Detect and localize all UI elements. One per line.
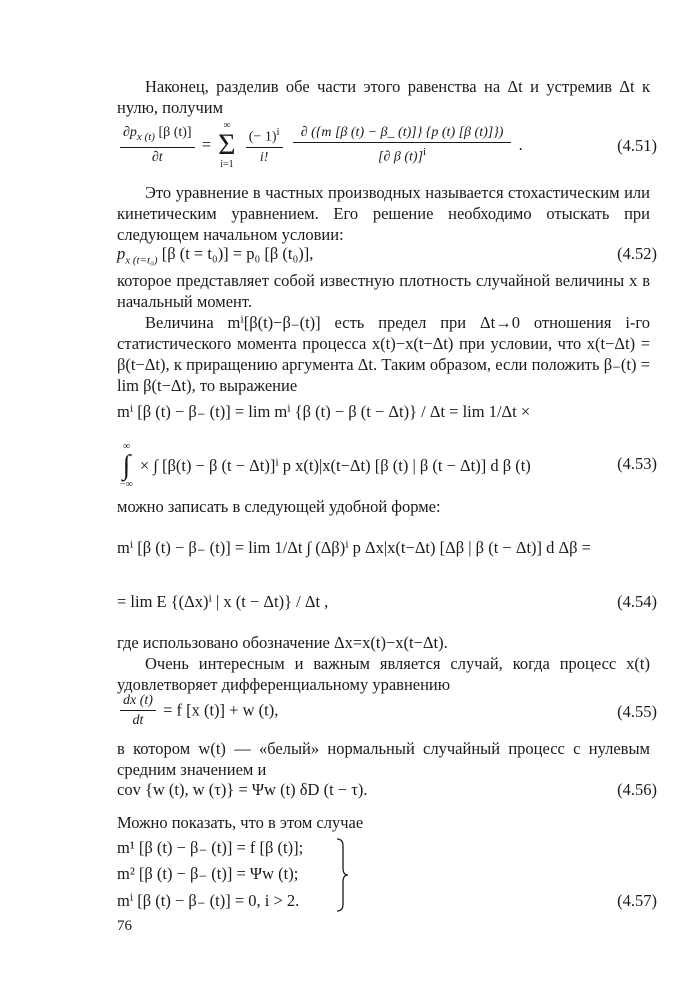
eq451-coef-sup: i xyxy=(276,126,280,139)
eq451-lhs-fraction xyxy=(120,124,195,166)
paragraph-notation: где использовано обозначение Δx=x(t)−x(t−Δt). xyxy=(117,633,448,652)
eq451-term-fraction: $\frac{\partial (\{m [\beta (t) - \beta\_ (t)]\} \{p (t) [\beta (t)]\})}{[\partial \beta (t)]^i}$ xyxy=(293,124,512,166)
eq457-line1: m¹ [β (t) − β₋ (t)] = f [β (t)]; xyxy=(117,838,304,857)
equation-4-57-line3 xyxy=(117,891,657,915)
eq455-den: dt xyxy=(132,713,144,728)
eq451-lhs-sub: x (t) xyxy=(136,130,155,143)
page-number: 76 xyxy=(117,918,132,934)
eq453-int-bottom: −∞ xyxy=(120,479,133,490)
eq455-fraction xyxy=(120,692,156,729)
eq453-int-top: ∞ xyxy=(122,441,130,452)
eq453-line1: mⁱ [β (t) − β₋ (t)] = lim mⁱ {β (t) − β (t − Δt)} / Δt = lim 1/Δt × xyxy=(117,402,531,421)
eq451-lhs-den: ∂t xyxy=(151,149,163,165)
sum-top: ∞ xyxy=(223,120,231,131)
eq451-term-den: [∂ β (t)] xyxy=(378,149,424,165)
paragraph-white-noise: в котором w(t) — «белый» нормальный случайный процесс с нулевым средним значением и xyxy=(117,739,650,779)
intro-paragraph: Наконец, разделив обе части этого равенства на Δt и устремив Δt к нулю, получим xyxy=(117,77,650,117)
equation-4-53-line2 xyxy=(117,441,657,490)
eq454-line1: mⁱ [β (t) − β₋ (t)] = lim 1/Δt ∫ (Δβ)ⁱ p Δx|x(t−Δt) [Δβ | β (t − Δt)] d Δβ = xyxy=(117,538,591,557)
paragraph-form: можно записать в следующей удобной форме: xyxy=(117,497,441,516)
eq457-line2: m² [β (t) − β₋ (t)] = Ψw (t); xyxy=(117,864,299,883)
eq453-number: (4.53) xyxy=(617,454,657,473)
eq451-coef-num: (− 1) xyxy=(248,129,277,145)
equation-4-55 xyxy=(117,692,657,732)
equation-4-52 xyxy=(117,241,657,271)
paragraph-density: которое представляет собой известную плотность случайной величины x в начальный момент. xyxy=(117,271,650,311)
eq453-line2: × ∫ [β(t) − β (t − Δt)]ⁱ p x(t)|x(t−Δt) [β (t) | β (t − Δt)] d β (t) xyxy=(139,456,531,475)
eq456-number: (4.56) xyxy=(617,780,657,799)
eq451-term-num: ∂ ({m [β (t) − β_ (t)]} {p (t) [β (t)]}) xyxy=(300,125,504,141)
eq457-number: (4.57) xyxy=(617,891,657,910)
eq451-lhs-num: ∂p xyxy=(123,125,137,141)
eq457-line3: mⁱ [β (t) − β₋ (t)] = 0, i > 2. xyxy=(117,891,300,910)
paragraph-show: Можно показать, что в этом случае xyxy=(117,813,364,832)
integral-symbol-4-53: ∞ ∫ −∞ xyxy=(120,441,133,490)
equation-4-51: $\frac{\partial p_{x (t)} [\beta (t)]}{\partial t}$ = ∞ Σ i=1 $\frac{(- 1)^i}{i!}$ $\frac{\partial (\{m [\beta (t) - \beta\_ (t)]\} \{p (t) [\beta (t)]\})}{[\partial \beta (t)]^i}$ . (4.51) xyxy=(117,120,657,172)
eq454-number: (4.54) xyxy=(617,592,657,611)
equation-4-54-line2 xyxy=(117,586,657,622)
eq452-rhs: [β (t = t₀)] = p₀ [β (t₀)], xyxy=(161,244,314,263)
eq452-lhs: p xyxy=(117,244,126,263)
equation-4-56 xyxy=(117,778,657,808)
paragraph-moment: Величина mⁱ[β(t)−β₋(t)] есть предел при Δt→0 отношения i-го статистического момента процесса x(t)−x(t−Δt) при условии, что x(t−Δt) = β(t−Δt), к приращению аргумента Δt. Таким образом, если положить β₋(t) = lim β(t−Δt), то выражение xyxy=(117,313,650,395)
eq455-num: dx (t) xyxy=(123,693,153,708)
eq456-text: cov {w (t), w (τ)} = Ψw (t) δD (t − τ). xyxy=(117,780,368,799)
equation-4-53-line1 xyxy=(117,394,657,434)
equation-4-57-line1 xyxy=(117,838,657,862)
paragraph-diffeq: Очень интересным и важным является случай, когда процесс x(t) удовлетворяет дифференциальному уравнению xyxy=(117,654,650,694)
eq451-lhs-tail: [β (t)] xyxy=(158,125,192,141)
eq451-coef-den: i! xyxy=(259,149,269,165)
equation-4-54-line1 xyxy=(117,528,657,568)
eq455-number: (4.55) xyxy=(617,702,657,721)
paragraph-kinetic: Это уравнение в частных производных называется стохастическим или кинетическим уравнением. Его решение необходимо отыскать при следующем начальном условии: xyxy=(117,183,650,244)
eq452-lhs-sub: x (t=t₀) xyxy=(125,254,158,267)
eq451-number: (4.51) xyxy=(617,136,657,155)
sum-symbol: ∞ Σ i=1 xyxy=(218,120,236,170)
eq454-line2: = lim E {(Δx)ⁱ | x (t − Δt)} / Δt , xyxy=(117,592,329,611)
eq451-coef-fraction xyxy=(246,124,283,166)
eq455-rhs: = f [x (t)] + w (t), xyxy=(163,700,279,720)
sum-bottom: i=1 xyxy=(220,159,234,170)
eq452-number: (4.52) xyxy=(617,244,657,263)
right-brace-icon xyxy=(335,838,349,912)
equation-4-57-line2 xyxy=(117,864,657,888)
